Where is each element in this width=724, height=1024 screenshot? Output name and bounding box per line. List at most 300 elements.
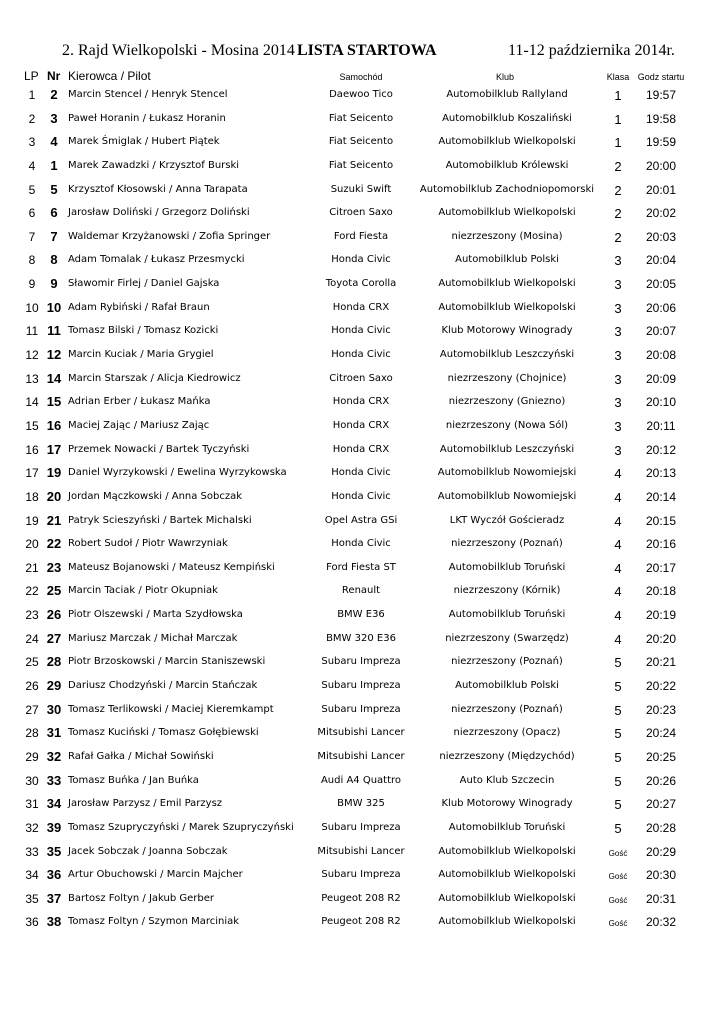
row-car: Mitsubishi Lancer [317,750,405,762]
row-start-number: 6 [50,205,58,221]
row-car: Honda CRX [332,301,390,313]
row-start-time: 20:26 [645,773,677,788]
row-car: BMW 320 E36 [326,632,396,644]
row-class: 4 [614,560,622,576]
table-row [0,700,724,724]
row-club: Automobilklub Wielkopolski [438,207,576,219]
row-lp: 11 [25,324,39,339]
row-start-number: 20 [46,488,62,504]
row-club: Automobilklub Wielkopolski [438,916,576,928]
row-crew: Adrian Erber / Łukasz Mańka [68,396,211,408]
table-row [0,794,724,818]
row-crew: Rafał Gałka / Michał Sowiński [68,750,214,762]
row-club: niezrzeszony (Swarzędz) [445,632,569,644]
row-car: Citroen Saxo [329,372,393,384]
column-start-time: Godz startu [637,72,685,82]
row-start-number: 38 [46,914,62,930]
row-crew: Tomasz Szupryczyński / Marek Szupryczyński [68,821,294,833]
row-class: Gość [608,872,628,882]
row-start-time: 20:21 [645,655,677,670]
row-class: 1 [614,135,622,151]
table-row [0,109,724,133]
row-club: Automobilklub Polski [455,680,559,692]
table-row [0,345,724,369]
row-start-number: 16 [46,417,62,433]
row-lp: 9 [28,277,36,292]
row-crew: Adam Tomalak / Łukasz Przesmycki [68,254,245,266]
row-club: Automobilklub Wielkopolski [438,278,576,290]
row-lp: 27 [25,702,39,717]
row-crew: Marcin Taciak / Piotr Okupniak [68,585,218,597]
row-class: Gość [608,848,628,858]
row-lp: 31 [25,797,39,812]
row-class: 3 [614,442,622,458]
table-row [0,85,724,109]
row-car: Honda Civic [331,325,391,337]
row-class: 3 [614,253,622,269]
row-car: Honda Civic [331,349,391,361]
row-club: niezrzeszony (Chojnice) [447,372,567,384]
table-row [0,652,724,676]
row-car: Mitsubishi Lancer [317,845,405,857]
row-start-time: 20:32 [645,915,677,930]
row-car: Fiat Seicento [328,136,394,148]
row-lp: 8 [28,253,36,268]
row-crew: Jacek Sobczak / Joanna Sobczak [68,845,228,857]
row-club: Automobilklub Koszaliński [442,112,572,124]
row-class: 5 [614,797,622,813]
row-start-time: 20:31 [645,891,677,906]
row-crew: Marcin Stencel / Henryk Stencel [68,89,228,100]
row-club: Automobilklub Wielkopolski [438,136,576,148]
row-start-number: 39 [46,819,62,835]
row-lp: 6 [28,206,36,221]
table-row [0,440,724,464]
row-car: Peugeot 208 R2 [321,916,401,928]
row-class: 4 [614,631,622,647]
row-start-number: 35 [46,843,62,859]
row-start-time: 20:22 [645,679,677,694]
row-car: Fiat Seicento [328,112,394,124]
table-row [0,487,724,511]
row-lp: 25 [25,655,39,670]
document-title: LISTA STARTOWA [297,42,437,59]
row-crew: Adam Rybiński / Rafał Braun [68,301,210,313]
row-lp: 35 [25,891,39,906]
row-start-time: 20:23 [645,702,677,717]
row-lp: 22 [25,584,39,599]
table-row [0,132,724,156]
row-crew: Przemek Nowacki / Bartek Tyczyński [68,443,250,455]
row-crew: Sławomir Firlej / Daniel Gajska [68,278,220,290]
row-club: Automobilklub Wielkopolski [438,892,576,904]
row-start-time: 20:01 [645,182,677,197]
row-class: 4 [614,537,622,553]
row-start-number: 1 [50,157,58,173]
row-car: Renault [341,585,381,597]
column-lp: LP [24,69,39,83]
row-lp: 29 [25,749,39,764]
row-start-time: 20:24 [645,726,677,741]
row-start-time: 20:14 [645,489,677,504]
row-start-time: 20:17 [645,560,677,575]
row-class: 4 [614,489,622,505]
row-lp: 24 [25,631,39,646]
row-class: 4 [614,513,622,529]
row-crew: Jordan Mączkowski / Anna Sobczak [68,490,243,502]
table-row [0,321,724,345]
event-name: 2. Rajd Wielkopolski - Mosina 2014 [62,42,295,59]
row-lp: 13 [25,371,39,386]
row-start-number: 34 [46,796,62,812]
row-crew: Tomasz Buńka / Jan Buńka [68,774,199,786]
row-class: 4 [614,608,622,624]
row-class: 1 [614,88,622,103]
table-row [0,298,724,322]
row-crew: Tomasz Kuciński / Tomasz Gołębiewski [68,727,259,739]
row-start-number: 28 [46,654,62,670]
table-row [0,581,724,605]
row-start-number: 29 [46,678,62,694]
row-lp: 2 [28,111,36,126]
row-start-number: 8 [50,252,58,268]
row-car: Fiat Seicento [328,159,394,171]
table-row [0,723,724,747]
row-club: niezrzeszony (Poznań) [451,538,563,550]
row-car: Honda CRX [332,443,390,455]
row-car: Peugeot 208 R2 [321,892,401,904]
row-start-number: 32 [46,748,62,764]
row-club: niezrzeszony (Gniezno) [448,396,566,408]
row-class: 2 [614,182,622,198]
row-crew: Bartosz Foltyn / Jakub Gerber [68,892,215,904]
row-start-time: 19:57 [645,88,677,102]
row-crew: Robert Sudoł / Piotr Wawrzyniak [68,538,228,550]
event-date: 11-12 października 2014r. [508,42,675,59]
row-car: Ford Fiesta [333,230,389,242]
row-lp: 14 [25,395,39,410]
row-start-time: 20:27 [645,797,677,812]
row-start-time: 20:19 [645,608,677,623]
row-start-time: 20:10 [645,395,677,410]
row-class: Gość [608,919,628,929]
row-start-number: 25 [46,583,62,599]
column-driver: Kierowca / Pilot [68,69,151,83]
row-class: 3 [614,348,622,364]
row-car: Subaru Impreza [321,869,401,881]
row-car: BMW 325 [337,798,385,810]
row-lp: 10 [25,300,39,315]
row-start-time: 20:08 [645,348,677,363]
table-row [0,771,724,795]
row-lp: 16 [25,442,39,457]
row-lp: 15 [25,418,39,433]
row-crew: Dariusz Chodzyński / Marcin Stańczak [68,680,258,692]
row-car: Subaru Impreza [321,656,401,668]
row-start-number: 37 [46,890,62,906]
row-crew: Krzysztof Kłosowski / Anna Tarapata [68,183,248,195]
document-header [0,42,724,62]
row-lp: 23 [25,608,39,623]
row-car: Honda Civic [331,254,391,266]
row-start-time: 20:02 [645,206,677,221]
row-car: Daewoo Tico [329,89,393,100]
row-start-time: 20:25 [645,749,677,764]
row-start-number: 19 [46,465,62,481]
row-lp: 20 [25,537,39,552]
row-class: 5 [614,749,622,765]
table-row [0,605,724,629]
row-start-number: 10 [46,299,62,315]
row-lp: 7 [28,229,36,244]
row-club: Automobilklub Wielkopolski [438,845,576,857]
row-start-time: 20:15 [645,513,677,528]
row-crew: Waldemar Krzyżanowski / Zofia Springer [68,230,271,242]
start-list-table [0,85,724,936]
row-car: Honda CRX [332,396,390,408]
table-row [0,416,724,440]
table-row [0,676,724,700]
row-start-number: 27 [46,630,62,646]
row-club: Automobilklub Leszczyński [439,443,575,455]
row-car: Opel Astra GSi [324,514,398,526]
row-car: Ford Fiesta ST [326,561,396,573]
row-crew: Marek Śmiglak / Hubert Piątek [68,136,220,148]
column-club: Klub [495,72,515,82]
row-start-time: 20:30 [645,868,677,883]
row-club: niezrzeszony (Opacz) [453,727,561,739]
row-class: 3 [614,395,622,411]
column-headers [0,69,724,85]
row-start-time: 20:13 [645,466,677,481]
row-start-number: 7 [50,228,58,244]
table-row [0,274,724,298]
row-crew: Piotr Olszewski / Marta Szydłowska [68,609,243,621]
row-class: 2 [614,158,622,174]
row-lp: 34 [25,868,39,883]
row-start-time: 19:59 [645,135,677,150]
row-crew: Marcin Starszak / Alicja Kiedrowicz [68,372,241,384]
row-start-number: 4 [50,134,58,150]
table-row [0,558,724,582]
row-lp: 32 [25,820,39,835]
row-crew: Maciej Zając / Mariusz Zając [68,419,210,431]
row-crew: Mariusz Marczak / Michał Marczak [68,632,238,644]
row-club: Automobilklub Toruński [448,561,566,573]
column-nr: Nr [47,69,61,83]
row-start-time: 20:11 [646,418,676,433]
row-club: Automobilklub Nowomiejski [437,467,577,479]
row-lp: 21 [25,560,39,575]
row-start-number: 3 [50,110,58,126]
row-lp: 17 [25,466,39,481]
row-class: 3 [614,277,622,293]
row-club: Automobilklub Toruński [448,609,566,621]
row-start-number: 17 [46,441,62,457]
row-club: niezrzeszony (Poznań) [451,703,563,715]
row-start-number: 9 [50,276,58,292]
row-start-time: 19:58 [645,111,677,126]
row-class: 3 [614,324,622,340]
row-crew: Mateusz Bojanowski / Mateusz Kempiński [68,561,275,573]
row-start-number: 2 [50,87,58,102]
row-lp: 4 [28,158,36,173]
row-car: Subaru Impreza [321,680,401,692]
row-car: Mitsubishi Lancer [317,727,405,739]
row-class: 3 [614,418,622,434]
table-row [0,463,724,487]
row-start-time: 20:04 [645,253,677,268]
row-club: niezrzeszony (Poznań) [451,656,563,668]
row-crew: Piotr Brzoskowski / Marcin Staniszewski [68,656,266,668]
row-crew: Artur Obuchowski / Marcin Majcher [68,869,243,881]
row-club: niezrzeszony (Kórnik) [453,585,561,597]
row-car: Audi A4 Quattro [320,774,402,786]
column-car: Samochód [339,72,383,82]
row-start-time: 20:03 [645,229,677,244]
row-lp: 28 [25,726,39,741]
row-class: 5 [614,726,622,742]
row-start-number: 30 [46,701,62,717]
row-crew: Jarosław Doliński / Grzegorz Doliński [68,207,250,219]
row-lp: 12 [25,348,39,363]
row-start-time: 20:09 [645,371,677,386]
row-crew: Daniel Wyrzykowski / Ewelina Wyrzykowska [68,467,287,479]
table-row [0,203,724,227]
row-club: Automobilklub Leszczyński [439,349,575,361]
row-car: Suzuki Swift [330,183,392,195]
table-row [0,227,724,251]
table-row [0,842,724,866]
row-start-number: 11 [47,323,61,339]
row-class: 5 [614,655,622,671]
row-crew: Tomasz Foltyn / Szymon Marciniak [68,916,240,928]
table-row [0,156,724,180]
row-car: Citroen Saxo [329,207,393,219]
row-lp: 36 [25,915,39,930]
row-class: 5 [614,820,622,836]
row-car: Honda CRX [332,419,390,431]
row-crew: Jarosław Parzysz / Emil Parzysz [68,798,223,810]
row-class: 5 [614,702,622,718]
row-club: Auto Klub Szczecin [459,774,555,786]
row-lp: 1 [28,88,36,102]
row-start-number: 14 [46,370,62,386]
row-car: Subaru Impreza [321,703,401,715]
row-car: Honda Civic [331,467,391,479]
table-row [0,865,724,889]
row-crew: Paweł Horanin / Łukasz Horanin [68,112,226,124]
table-row [0,369,724,393]
row-car: Honda Civic [331,538,391,550]
row-crew: Marcin Kuciak / Maria Grygiel [68,349,214,361]
row-crew: Patryk Scieszyński / Bartek Michalski [68,514,252,526]
row-class: 2 [614,206,622,222]
row-club: Automobilklub Zachodniopomorski [419,183,595,195]
row-start-number: 33 [46,772,62,788]
row-car: Toyota Corolla [325,278,397,290]
row-lp: 30 [25,773,39,788]
row-start-time: 20:05 [645,277,677,292]
row-club: niezrzeszony (Międzychód) [439,750,575,762]
row-club: Automobilklub Wielkopolski [438,869,576,881]
row-start-number: 26 [46,607,62,623]
row-lp: 18 [25,489,39,504]
row-car: Honda Civic [331,490,391,502]
row-start-number: 12 [46,347,62,363]
table-row [0,534,724,558]
row-start-number: 5 [50,181,58,197]
table-row [0,912,724,936]
row-class: 4 [614,466,622,482]
row-start-time: 20:12 [645,442,677,457]
row-club: Automobilklub Królewski [445,159,569,171]
column-class: Klasa [606,72,630,82]
row-club: Automobilklub Nowomiejski [437,490,577,502]
row-crew: Tomasz Bilski / Tomasz Kozicki [68,325,219,337]
row-club: LKT Wyczół Gościeradz [449,514,565,526]
table-row [0,392,724,416]
table-row [0,747,724,771]
row-start-time: 20:06 [645,300,677,315]
row-start-number: 31 [46,725,62,741]
table-row [0,250,724,274]
row-class: 5 [614,679,622,695]
row-lp: 5 [28,182,36,197]
row-crew: Marek Zawadzki / Krzysztof Burski [68,159,240,171]
row-club: Automobilklub Polski [455,254,559,266]
row-club: niezrzeszony (Nowa Sól) [445,419,569,431]
table-row [0,511,724,535]
row-start-number: 15 [46,394,62,410]
row-start-number: 23 [46,559,62,575]
row-start-time: 20:29 [645,844,677,859]
row-class: 2 [614,229,622,245]
row-lp: 26 [25,679,39,694]
row-class: 5 [614,773,622,789]
row-club: Klub Motorowy Winogrady [441,798,573,810]
row-club: Automobilklub Toruński [448,821,566,833]
row-start-time: 20:20 [645,631,677,646]
table-row [0,180,724,204]
row-car: Subaru Impreza [321,821,401,833]
row-lp: 19 [25,513,39,528]
row-class: 3 [614,371,622,387]
row-start-time: 20:07 [645,324,677,339]
row-start-time: 20:28 [645,820,677,835]
row-start-time: 20:00 [645,158,677,173]
row-club: niezrzeszony (Mosina) [451,230,563,242]
row-club: Automobilklub Wielkopolski [438,301,576,313]
row-start-time: 20:18 [645,584,677,599]
table-row [0,818,724,842]
row-lp: 33 [25,844,39,859]
row-club: Klub Motorowy Winogrady [441,325,573,337]
row-start-number: 22 [46,536,62,552]
row-class: 1 [614,111,622,127]
row-class: 4 [614,584,622,600]
row-class: 3 [614,300,622,316]
row-start-number: 36 [46,867,62,883]
row-start-number: 21 [46,512,62,528]
row-class: Gość [608,895,628,905]
row-crew: Tomasz Terlikowski / Maciej Kieremkampt [68,703,274,715]
row-start-time: 20:16 [645,537,677,552]
table-row [0,889,724,913]
row-lp: 3 [28,135,36,150]
row-club: Automobilklub Rallyland [446,89,568,100]
row-car: BMW E36 [337,609,385,621]
